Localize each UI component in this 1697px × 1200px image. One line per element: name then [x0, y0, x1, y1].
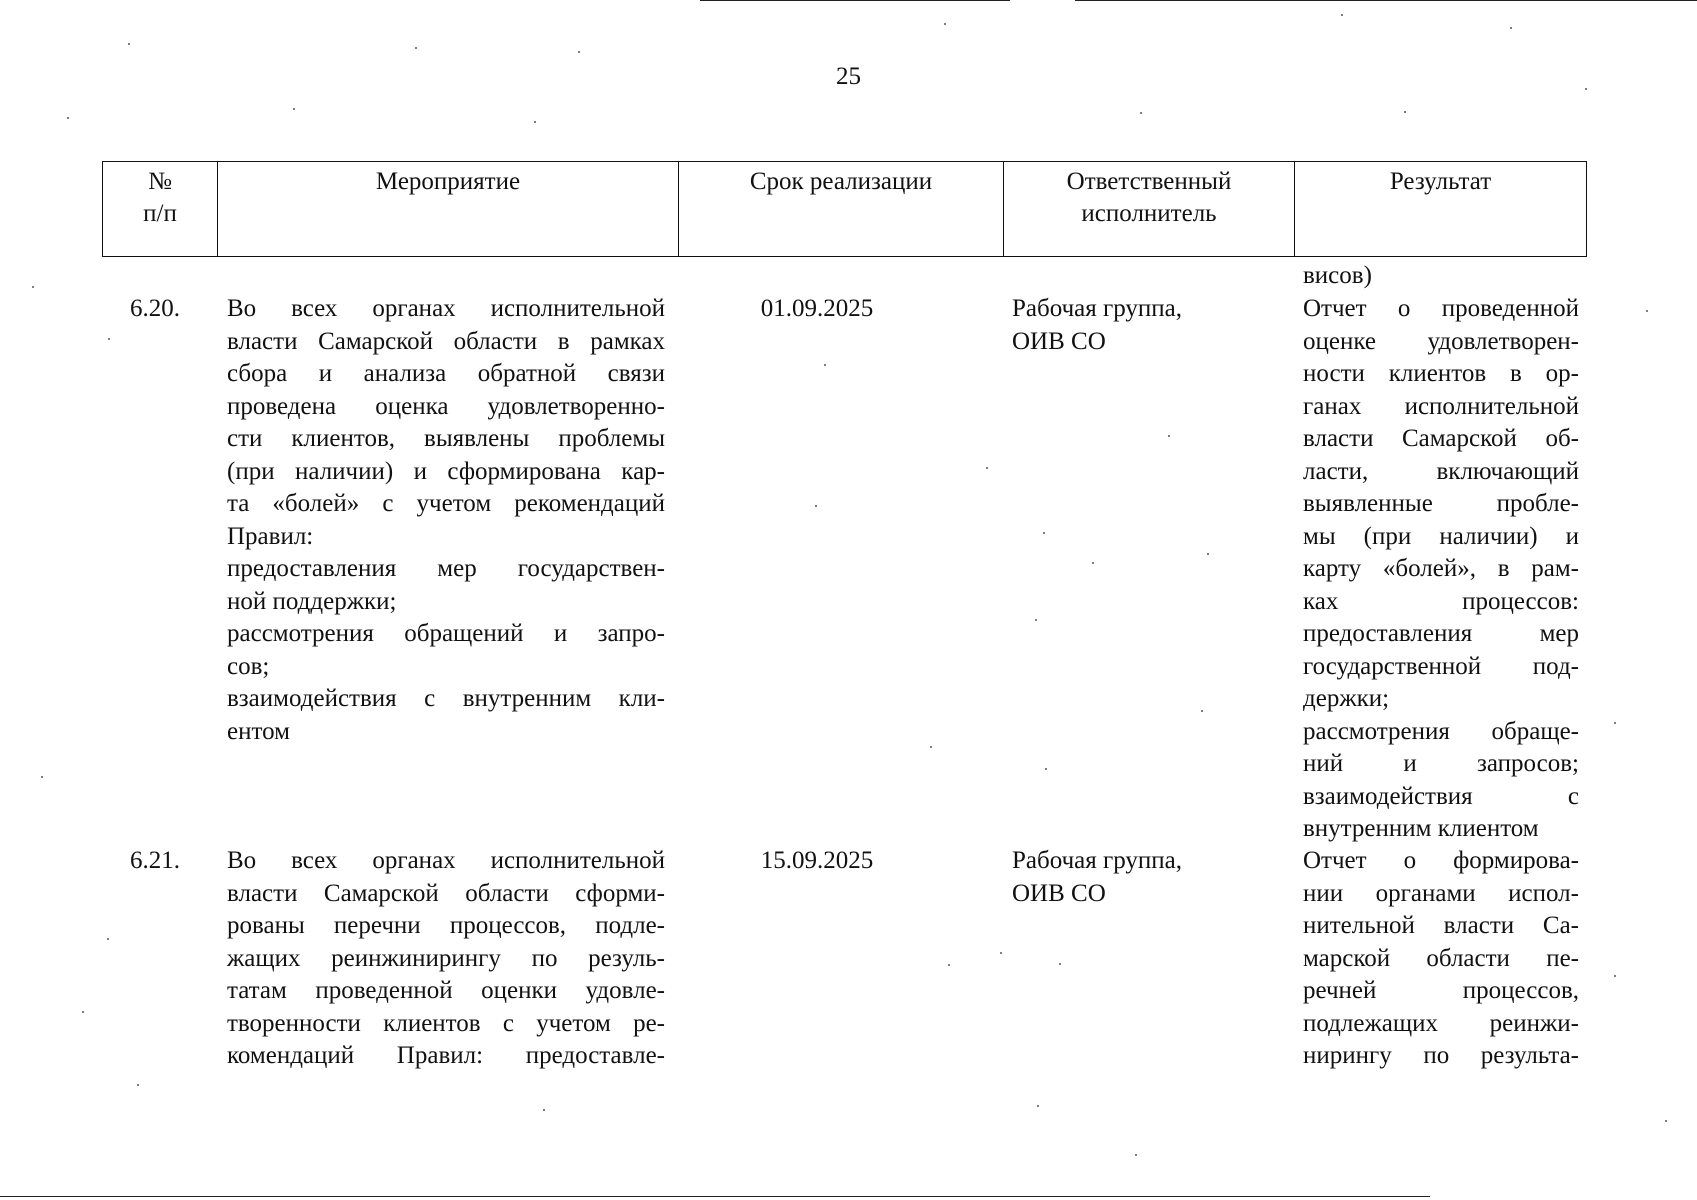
row-6-20-result [1303, 293, 1579, 846]
result-line: оценке удовлетворен- [1303, 327, 1579, 355]
result-line: ках процессов: [1303, 587, 1579, 615]
row-6-21-result [1303, 845, 1579, 1073]
result-line: ности клиентов в ор- [1303, 360, 1579, 387]
result-line: нии органами испол- [1303, 879, 1579, 907]
row-6-21-number: 6.21. [130, 847, 180, 874]
event-line: жащих реинжинирингу по резуль- [227, 944, 665, 972]
event-line: рассмотрения обращений и запро- [227, 620, 665, 647]
row-6-21-event [227, 845, 665, 1073]
event-line: комендаций Правил: предоставле- [227, 1042, 665, 1069]
result-line: внутренним клиентом [1303, 815, 1539, 842]
event-line: (при наличии) и сформирована кар- [227, 457, 665, 485]
header-number-line-1: № [148, 168, 172, 195]
header-deadline: Срок реализации [679, 162, 1004, 256]
result-line: нительной власти Са- [1303, 912, 1579, 939]
responsible-line: Рабочая группа, [1012, 847, 1183, 874]
row-6-20-responsible [1012, 293, 1242, 358]
header-event: Мероприятие [218, 162, 679, 256]
responsible-line: ОИВ СО [1012, 327, 1106, 355]
result-line: ганах исполнительной [1303, 392, 1579, 420]
event-line: власти Самарской области в рамках [227, 327, 665, 355]
result-carryover: висов) [1303, 262, 1372, 289]
result-line: взаимодействия с [1303, 782, 1579, 810]
header-result: Результат [1389, 168, 1492, 195]
event-line: Правил: [227, 522, 314, 550]
result-line: предоставления мер [1303, 620, 1579, 647]
header-number-line-2: п/п [143, 200, 177, 227]
result-line: выявленные пробле- [1303, 490, 1579, 517]
row-6-20-number: 6.20. [130, 295, 180, 322]
responsible-line: Рабочая группа, [1012, 295, 1183, 322]
header-responsible-line-2: исполнитель [1081, 200, 1217, 227]
event-line: та «болей» с учетом рекомендаций [227, 490, 665, 517]
event-line: Во всех органах исполнительной [227, 847, 665, 874]
result-line: мы (при наличии) и [1303, 522, 1579, 550]
result-line: государственной под- [1303, 652, 1579, 680]
event-line: ентом [227, 717, 290, 745]
row-6-21-responsible [1012, 845, 1242, 910]
table-header [102, 161, 1587, 257]
result-line: держки; [1303, 685, 1390, 712]
event-line: Во всех органах исполнительной [227, 295, 665, 322]
scan-bottom-line [0, 1196, 1430, 1197]
event-line: ной поддержки; [227, 587, 397, 615]
scan-top-line-left [700, 0, 1010, 1]
header-responsible [1004, 162, 1295, 256]
event-line: сти клиентов, выявлены проблемы [227, 425, 665, 452]
result-line: ний и запросов; [1303, 750, 1579, 777]
event-line: предоставления мер государствен- [227, 555, 665, 582]
header-responsible-line-1: Ответственный [1066, 168, 1232, 195]
scan-top-line-right [1075, 0, 1697, 1]
result-line: Отчет о проведенной [1303, 295, 1579, 322]
header-number [103, 162, 218, 256]
result-line: рассмотрения обраще- [1303, 717, 1579, 745]
result-line: ласти, включающий [1303, 457, 1579, 485]
row-6-20-event [227, 293, 665, 748]
responsible-line: ОИВ СО [1012, 879, 1106, 907]
row-6-21-deadline: 15.09.2025 [760, 847, 874, 874]
event-line: творенности клиентов с учетом ре- [227, 1009, 665, 1037]
result-line: власти Самарской об- [1303, 425, 1579, 452]
result-line: речней процессов, [1303, 977, 1579, 1004]
event-line: власти Самарской области сформи- [227, 879, 665, 907]
result-line: марской области пе- [1303, 944, 1579, 972]
result-line: карту «болей», в рам- [1303, 555, 1579, 582]
event-line: рованы перечни процессов, подле- [227, 912, 665, 939]
page-number: 25 [836, 63, 861, 90]
result-line: подлежащих реинжи- [1303, 1009, 1579, 1037]
event-line: татам проведенной оценки удовле- [227, 977, 665, 1004]
result-line: Отчет о формирова- [1303, 847, 1579, 874]
event-line: проведена оценка удовлетворенно- [227, 392, 665, 420]
row-6-20-deadline: 01.09.2025 [760, 295, 874, 322]
event-line: сов; [227, 652, 270, 680]
event-line: взаимодействия с внутренним кли- [227, 685, 665, 712]
event-line: сбора и анализа обратной связи [227, 360, 665, 387]
result-line: нирингу по результа- [1303, 1042, 1579, 1069]
